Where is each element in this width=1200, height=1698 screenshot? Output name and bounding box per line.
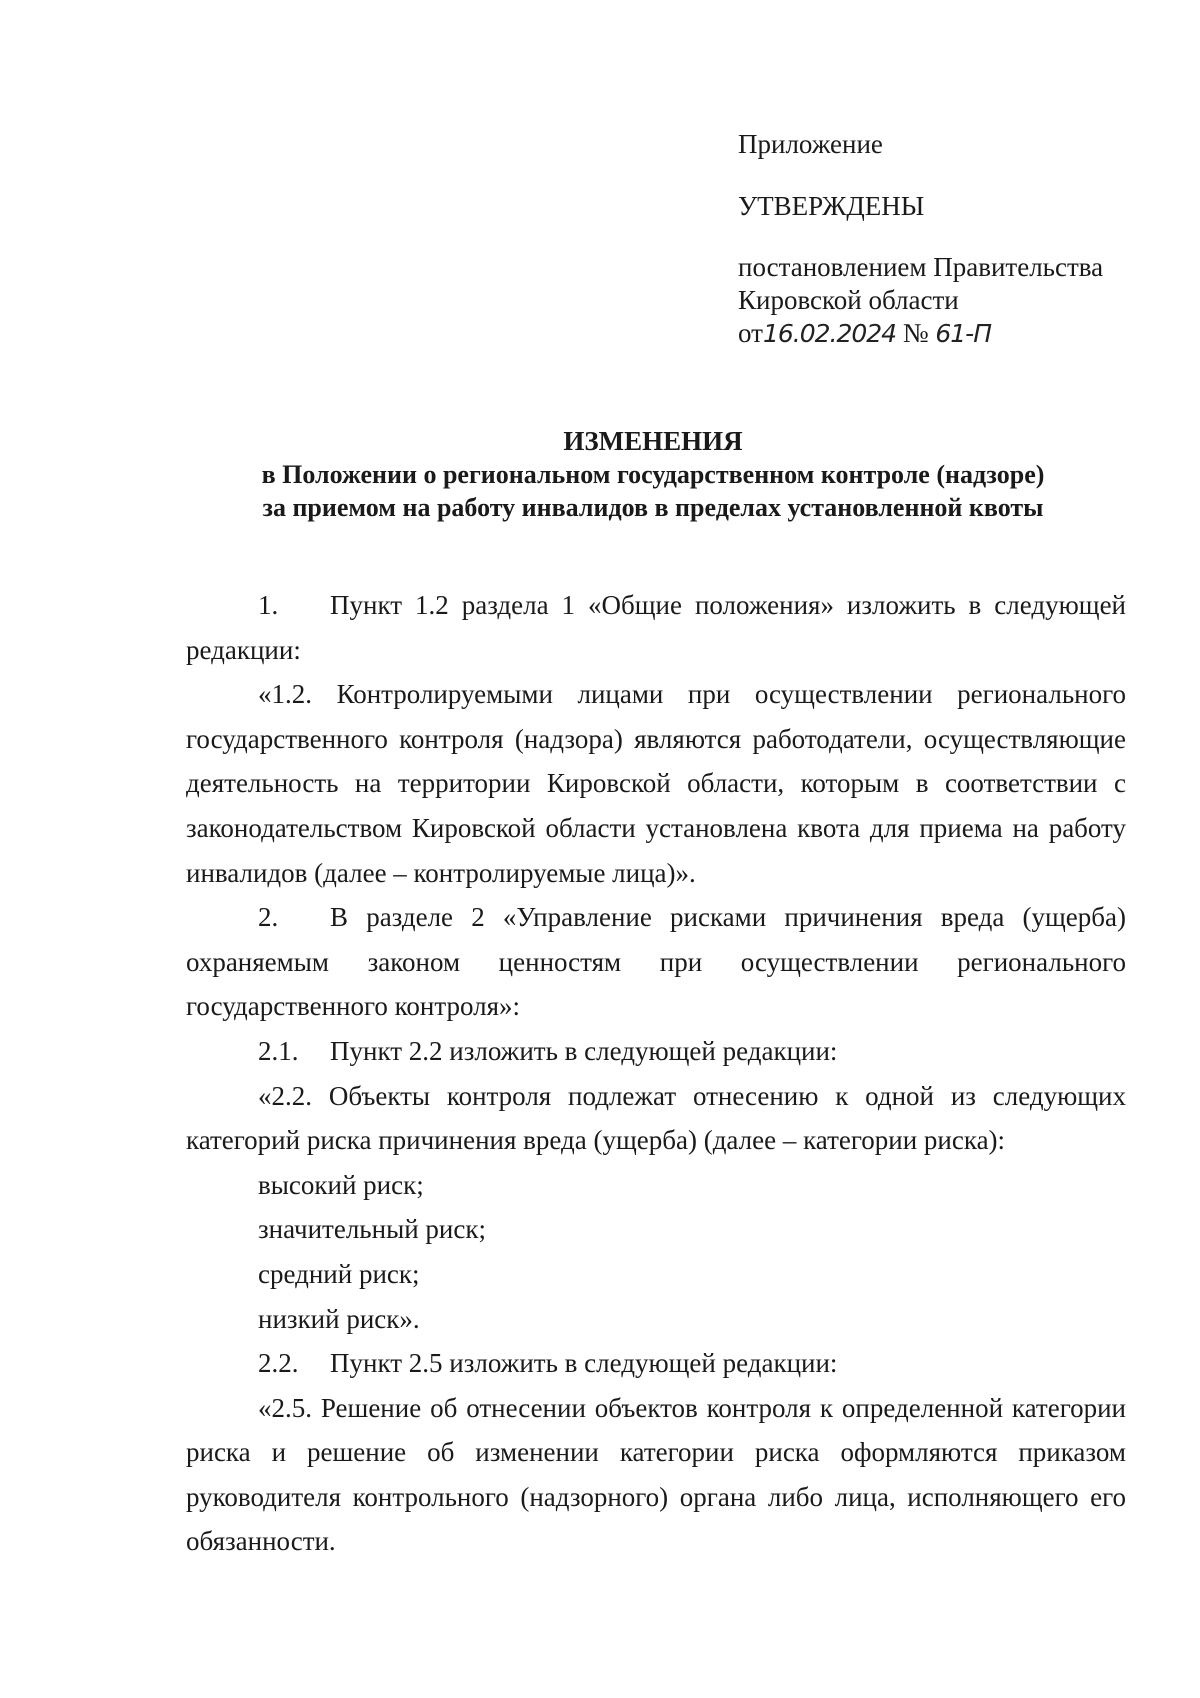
document-title	[170, 425, 1136, 524]
risk-category-list	[186, 1163, 1126, 1341]
item-2-1-number: 2.1.	[258, 1035, 299, 1066]
approved-label: УТВЕРЖДЕНЫ	[738, 191, 925, 221]
number-sign: №	[902, 318, 929, 348]
item-2-2-number: 2.2.	[258, 1348, 299, 1379]
item-1-paragraph	[186, 583, 1126, 672]
decree-line-1: постановлением Правительства	[738, 252, 1104, 282]
handwritten-number: 61-П	[935, 319, 991, 348]
risk-item-high: высокий риск;	[258, 1169, 424, 1200]
decree-date-line	[738, 317, 1103, 350]
item-2-1-paragraph	[186, 1029, 1126, 1074]
item-1-text: Пункт 1.2 раздела 1 «Общие положения» изложить в следующей редакции:	[186, 590, 1126, 665]
item-2-paragraph	[186, 895, 1126, 1029]
title-main: ИЗМЕНЕНИЯ	[563, 426, 743, 456]
risk-item-significant: значительный риск;	[258, 1214, 486, 1245]
item-2-2-text: Пункт 2.5 изложить в следующей редакции:	[330, 1348, 838, 1379]
item-2-number: 2.	[258, 902, 279, 933]
handwritten-date: 16.02.2024	[762, 319, 897, 348]
approval-block	[738, 128, 1103, 350]
item-2-text: В разделе 2 «Управление рисками причинения вреда (ущерба) охраняемым законом ценностям при осуществлении регионального государственного контроля»:	[186, 902, 1126, 1022]
title-subtitle-line-2: за приемом на работу инвалидов в пределах установленной квоты	[262, 493, 1044, 522]
quote-2-5-paragraph: «2.5. Решение об отнесении объектов контроля к определенной категории риска и решение об изменении категории риска оформляются приказом руководителя контрольного (надзорного) органа либо лица, исполняющего его обязанности.	[186, 1392, 1126, 1557]
appendix-label: Приложение	[738, 129, 883, 159]
title-subtitle-line-1: в Положении о региональном государственном контроле (надзоре)	[261, 460, 1045, 489]
quote-1-2-paragraph: «1.2. Контролируемыми лицами при осуществлении регионального государственного контроля (надзора) являются работодатели, осуществляющие деятельность на территории Кировской области, которым в соответствии с законодательством Кировской области установлена квота для приема на работу инвалидов (далее – контролируемые лица)».	[186, 679, 1126, 888]
date-prefix: от	[738, 318, 763, 348]
decree-line-2: Кировской области	[738, 285, 959, 315]
document-body	[186, 583, 1126, 1564]
risk-item-low: низкий риск».	[258, 1303, 420, 1334]
risk-item-medium: средний риск;	[258, 1258, 420, 1289]
item-2-2-paragraph	[186, 1341, 1126, 1386]
item-1-number: 1.	[258, 590, 279, 620]
item-2-1-text: Пункт 2.2 изложить в следующей редакции:	[330, 1035, 838, 1066]
quote-2-2-paragraph: «2.2. Объекты контроля подлежат отнесению к одной из следующих категорий риска причинения вреда (ущерба) (далее – категории риска):	[186, 1080, 1126, 1156]
